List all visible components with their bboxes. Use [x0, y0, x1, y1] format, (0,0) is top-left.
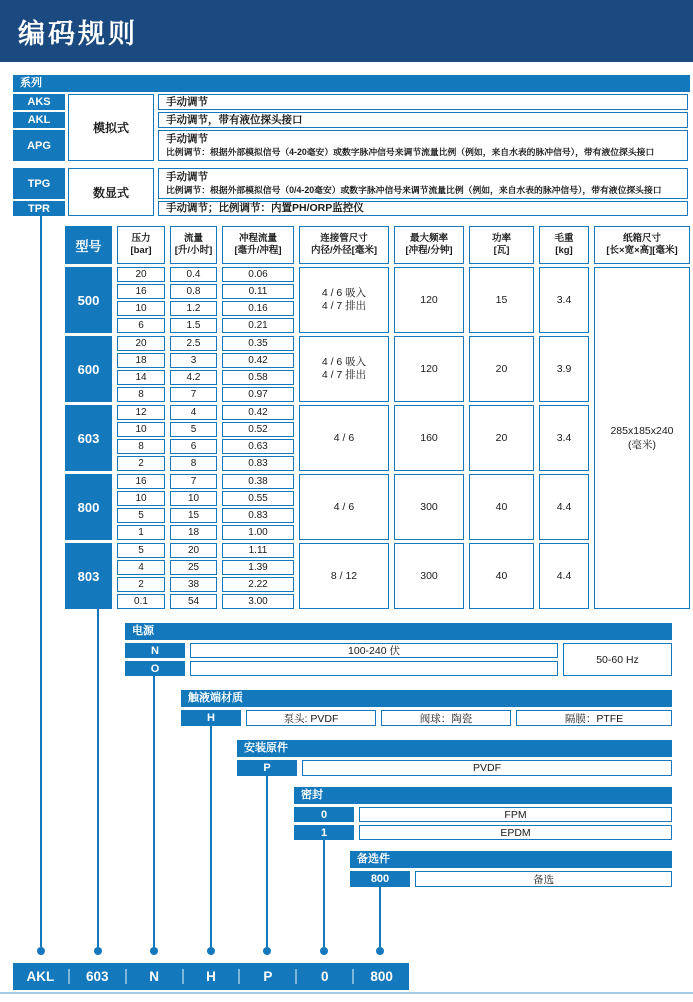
- stroke-cell: 0.35: [222, 336, 294, 351]
- pressure-cell: 20: [117, 336, 165, 351]
- stroke-cell: 0.16: [222, 301, 294, 316]
- stroke-cell: 0.63: [222, 439, 294, 454]
- stroke-cell: 0.42: [222, 405, 294, 420]
- model-cell: 500: [65, 267, 112, 333]
- header-unit: [升/小时]: [174, 245, 213, 256]
- power-cell: 20: [469, 336, 534, 402]
- flow-cell: 4.2: [170, 370, 217, 385]
- pressure-cell: 4: [117, 560, 165, 575]
- flow-cell: 7: [170, 474, 217, 489]
- series-desc-aks: [158, 94, 688, 110]
- flow-cell: 10: [170, 491, 217, 506]
- pipe-cell: [299, 474, 389, 540]
- material-section-header: 触液端材质: [181, 690, 672, 707]
- flow-cell: 7: [170, 387, 217, 402]
- model-cell: 600: [65, 336, 112, 402]
- connector-line-install: [266, 776, 268, 947]
- header-unit: [毫升/冲程]: [234, 245, 282, 256]
- stroke-cell: 1.39: [222, 560, 294, 575]
- pipe-cell: [299, 267, 389, 333]
- freq-cell: 120: [394, 267, 464, 333]
- series-section-header: 系列: [13, 75, 690, 92]
- pipe-line: 4 / 6 吸入: [321, 356, 367, 368]
- header-label: 功率: [491, 233, 511, 244]
- pressure-cell: 5: [117, 508, 165, 523]
- stroke-cell: 0.11: [222, 284, 294, 299]
- spec-header-weight: [539, 226, 589, 264]
- stroke-cell: 0.58: [222, 370, 294, 385]
- freq-cell: 120: [394, 336, 464, 402]
- series-code-tpg: TPG: [13, 168, 65, 199]
- series-group-digital: 数显式: [68, 168, 154, 216]
- spec-header-pressure: [117, 226, 165, 264]
- flow-cell: 25: [170, 560, 217, 575]
- connector-line-power: [153, 676, 155, 947]
- connector-dot: [37, 947, 45, 955]
- install-code-p: P: [237, 760, 297, 776]
- flow-cell: 6: [170, 439, 217, 454]
- series-group-analog: 模拟式: [68, 94, 154, 161]
- flow-cell: 3: [170, 353, 217, 368]
- code-segment-series: AKL: [26, 969, 55, 984]
- series-desc-text: 手动调节: [166, 133, 208, 145]
- header-label: 纸箱尺寸: [622, 233, 661, 244]
- pressure-cell: 6: [117, 318, 165, 333]
- spec-header-pipe: [299, 226, 389, 264]
- series-code-apg: APG: [13, 130, 65, 161]
- stroke-cell: 1.11: [222, 543, 294, 558]
- pipe-cell: [299, 336, 389, 402]
- series-desc-text: 手动调节，带有液位探头接口: [166, 113, 303, 126]
- power-code-n: N: [125, 643, 185, 658]
- code-segment-material: H: [206, 969, 216, 984]
- stroke-cell: 3.00: [222, 594, 294, 609]
- carton-unit: (毫米): [628, 439, 656, 451]
- series-code-tpr: TPR: [13, 201, 65, 216]
- connector-line-options: [379, 887, 381, 947]
- connector-dot: [94, 947, 102, 955]
- install-section-header: 安装原件: [237, 740, 672, 757]
- series-desc-text: 手动调节；比例调节：内置PH/ORP监控仪: [166, 202, 364, 214]
- pressure-cell: 5: [117, 543, 165, 558]
- power-frequency-cell: 50-60 Hz: [563, 643, 672, 676]
- connector-dot: [207, 947, 215, 955]
- header-unit: [瓦]: [493, 245, 510, 256]
- flow-cell: 38: [170, 577, 217, 592]
- connector-line-seal: [323, 840, 325, 947]
- spec-table: [65, 226, 690, 609]
- series-code-aks: AKS: [13, 94, 65, 110]
- code-segment-seal: 0: [320, 969, 329, 984]
- code-segment-model: 603: [86, 969, 109, 984]
- pressure-cell: 10: [117, 301, 165, 316]
- flow-cell: 0.8: [170, 284, 217, 299]
- spec-header-carton: [594, 226, 690, 264]
- stroke-cell: 0.83: [222, 508, 294, 523]
- power-cell: 40: [469, 543, 534, 609]
- flow-cell: 54: [170, 594, 217, 609]
- pressure-cell: 0.1: [117, 594, 165, 609]
- flow-cell: 15: [170, 508, 217, 523]
- connector-line-model: [97, 609, 99, 947]
- series-desc-apg: [158, 130, 688, 161]
- stroke-cell: 0.38: [222, 474, 294, 489]
- weight-cell: 4.4: [539, 474, 589, 540]
- code-segment-power: N: [149, 969, 160, 984]
- series-desc-akl: [158, 112, 688, 128]
- stroke-cell: 0.52: [222, 422, 294, 437]
- pipe-line: 4 / 6: [333, 500, 355, 513]
- code-segment-install: P: [263, 969, 273, 984]
- flow-cell: 1.2: [170, 301, 217, 316]
- pipe-line: 4 / 6: [333, 431, 355, 444]
- pressure-cell: 14: [117, 370, 165, 385]
- flow-cell: 18: [170, 525, 217, 540]
- series-desc-text: 手动调节: [166, 95, 208, 108]
- stroke-cell: 0.97: [222, 387, 294, 402]
- weight-cell: 3.4: [539, 267, 589, 333]
- power-cell: 15: [469, 267, 534, 333]
- stroke-cell: 0.42: [222, 353, 294, 368]
- header-label: 毛重: [554, 233, 574, 244]
- connector-dot: [320, 947, 328, 955]
- power-section-header: 电源: [125, 623, 672, 640]
- header-label: 流量: [183, 233, 203, 244]
- power-code-o: O: [125, 661, 185, 676]
- series-desc-tpr: [158, 201, 688, 216]
- weight-cell: 4.4: [539, 543, 589, 609]
- header-label: 冲程流量: [238, 233, 277, 244]
- code-segment-options: 800: [370, 969, 393, 984]
- pipe-line: 8 / 12: [330, 569, 358, 582]
- page-banner: [0, 0, 693, 62]
- header-label: 连接管尺寸: [320, 233, 368, 244]
- series-code-akl: AKL: [13, 112, 65, 128]
- pressure-cell: 10: [117, 422, 165, 437]
- spec-header-power: [469, 226, 534, 264]
- page-title: 编码规则: [18, 18, 138, 49]
- flow-cell: 0.4: [170, 267, 217, 282]
- install-value: PVDF: [302, 760, 672, 776]
- pressure-cell: 18: [117, 353, 165, 368]
- pressure-cell: 8: [117, 387, 165, 402]
- connector-line-material: [210, 726, 212, 947]
- material-code-h: H: [181, 710, 241, 726]
- pressure-cell: 20: [117, 267, 165, 282]
- carton-size-cell: [594, 267, 690, 609]
- connector-dot: [150, 947, 158, 955]
- model-cell: 603: [65, 405, 112, 471]
- stroke-cell: 2.22: [222, 577, 294, 592]
- header-unit: [冲程/分钟]: [405, 245, 453, 256]
- pressure-cell: 2: [117, 577, 165, 592]
- carton-dims: 285x185x240: [610, 425, 674, 437]
- power-cell: 20: [469, 405, 534, 471]
- series-desc-tpg: [158, 168, 688, 199]
- spec-header-freq: [394, 226, 464, 264]
- series-desc-text: 比例调节：根据外部模拟信号（4-20毫安）或数字脉冲信号来调节流量比例（例如，来自水表的脉冲信号），带有液位探头接口: [166, 147, 655, 157]
- spec-header-model: 型号: [65, 226, 112, 264]
- flow-cell: 2.5: [170, 336, 217, 351]
- series-desc-text: 比例调节：根据外部模拟信号（0/4-20毫安）或数字脉冲信号来调节流量比例（例如，来自水表的脉冲信号），带有液位探头接口: [166, 185, 662, 195]
- model-cell: 800: [65, 474, 112, 540]
- header-unit: 内径/外径[毫米]: [311, 245, 377, 256]
- freq-cell: 300: [394, 474, 464, 540]
- material-valve-ball: 阀球：陶瓷: [381, 710, 511, 726]
- stroke-cell: 0.21: [222, 318, 294, 333]
- material-diaphragm: 隔膜：PTFE: [516, 710, 672, 726]
- series-desc-text: 手动调节: [166, 171, 208, 183]
- power-value-o: [190, 661, 558, 676]
- pipe-line: 4 / 6 吸入: [321, 287, 367, 299]
- pressure-cell: 12: [117, 405, 165, 420]
- stroke-cell: 0.83: [222, 456, 294, 471]
- flow-cell: 8: [170, 456, 217, 471]
- header-unit: [bar]: [130, 245, 152, 256]
- connector-dot: [263, 947, 271, 955]
- pressure-cell: 10: [117, 491, 165, 506]
- pipe-line: 4 / 7 排出: [321, 300, 367, 312]
- header-unit: [kg]: [555, 245, 573, 256]
- pressure-cell: 2: [117, 456, 165, 471]
- options-value: 备选: [415, 871, 672, 887]
- seal-section-header: 密封: [294, 787, 672, 804]
- header-unit: [长×宽×高][毫米]: [606, 245, 678, 256]
- pressure-cell: 1: [117, 525, 165, 540]
- weight-cell: 3.9: [539, 336, 589, 402]
- seal-value-fpm: FPM: [359, 807, 672, 822]
- freq-cell: 160: [394, 405, 464, 471]
- power-cell: 40: [469, 474, 534, 540]
- flow-cell: 4: [170, 405, 217, 420]
- pressure-cell: 16: [117, 284, 165, 299]
- spec-header-stroke: [222, 226, 294, 264]
- header-label: 压力: [131, 233, 151, 244]
- seal-code-0: 0: [294, 807, 354, 822]
- seal-value-epdm: EPDM: [359, 825, 672, 840]
- bottom-rule: [0, 992, 693, 994]
- stroke-cell: 0.06: [222, 267, 294, 282]
- pressure-cell: 8: [117, 439, 165, 454]
- connector-line-series: [40, 216, 42, 947]
- pipe-line: 4 / 7 排出: [321, 369, 367, 381]
- power-value-n: 100-240 伏: [190, 643, 558, 658]
- model-cell: 803: [65, 543, 112, 609]
- pipe-cell: [299, 405, 389, 471]
- header-label: 最大频率: [409, 233, 448, 244]
- pipe-cell: [299, 543, 389, 609]
- connector-dot: [376, 947, 384, 955]
- material-pump-head: 泵头: PVDF: [246, 710, 376, 726]
- model-code-bar: [13, 963, 409, 990]
- spec-header-flow: [170, 226, 217, 264]
- flow-cell: 20: [170, 543, 217, 558]
- flow-cell: 1.5: [170, 318, 217, 333]
- seal-code-1: 1: [294, 825, 354, 840]
- freq-cell: 300: [394, 543, 464, 609]
- pressure-cell: 16: [117, 474, 165, 489]
- options-section-header: 备选件: [350, 851, 672, 868]
- weight-cell: 3.4: [539, 405, 589, 471]
- flow-cell: 5: [170, 422, 217, 437]
- options-code-800: 800: [350, 871, 410, 887]
- stroke-cell: 0.55: [222, 491, 294, 506]
- stroke-cell: 1.00: [222, 525, 294, 540]
